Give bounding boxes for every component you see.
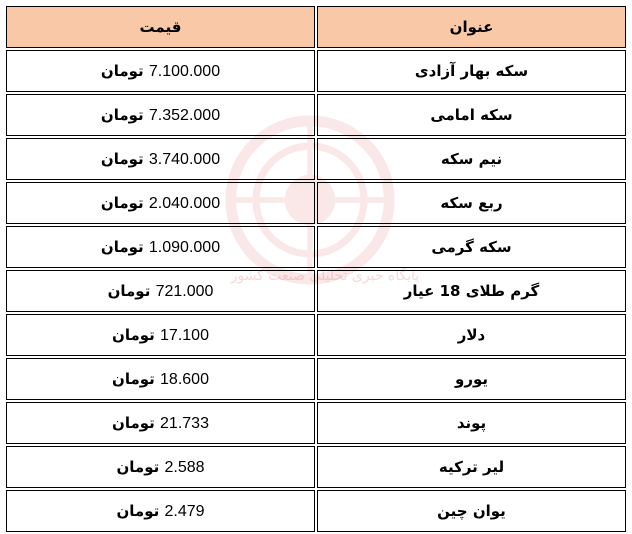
- price-value: 1.090.000: [148, 238, 221, 256]
- table-row: [6, 94, 626, 136]
- table-row: [6, 446, 626, 488]
- item-price: [6, 490, 315, 532]
- table-body: [6, 50, 626, 532]
- price-value: 21.733: [160, 414, 209, 432]
- table-row: [6, 226, 626, 268]
- price-value: 2.040.000: [148, 194, 221, 212]
- price-value: 7.352.000: [148, 106, 221, 124]
- item-title: پوند: [317, 402, 626, 444]
- item-price: [6, 50, 315, 92]
- table-row: [6, 138, 626, 180]
- table-row: [6, 270, 626, 312]
- header-price: قیمت: [6, 6, 315, 48]
- item-price: [6, 182, 315, 224]
- price-unit: تومان: [100, 193, 144, 212]
- price-value: 7.100.000: [148, 62, 221, 80]
- item-title: لیر ترکیه: [317, 446, 626, 488]
- table-row: [6, 402, 626, 444]
- item-price: [6, 314, 315, 356]
- table-row: [6, 490, 626, 532]
- watermark-text: پایگاه خبری تحلیلی صنعت کشور: [230, 268, 420, 284]
- price-value: 2.588: [164, 458, 205, 476]
- table-row: [6, 50, 626, 92]
- item-price: [6, 94, 315, 136]
- price-unit: تومان: [100, 237, 144, 256]
- price-value: 3.740.000: [148, 150, 221, 168]
- item-title: سکه گرمی: [317, 226, 626, 268]
- price-unit: تومان: [107, 281, 151, 300]
- table-header-row: [6, 6, 626, 48]
- price-unit: تومان: [112, 413, 155, 432]
- item-title: سکه بهار آزادی: [317, 50, 626, 92]
- item-price: [6, 402, 315, 444]
- price-unit: تومان: [116, 457, 160, 476]
- price-value: 17.100: [160, 326, 209, 344]
- item-title: یوان چین: [317, 490, 626, 532]
- price-table: [4, 4, 628, 534]
- price-value: 721.000: [155, 282, 214, 300]
- item-price: [6, 270, 315, 312]
- item-title: سکه امامی: [317, 94, 626, 136]
- price-value: 18.600: [160, 370, 209, 388]
- item-price: [6, 138, 315, 180]
- item-title: دلار: [317, 314, 626, 356]
- item-title: ربع سکه: [317, 182, 626, 224]
- item-price: [6, 358, 315, 400]
- item-price: [6, 446, 315, 488]
- price-unit: تومان: [116, 501, 160, 520]
- table-row: [6, 182, 626, 224]
- price-unit: تومان: [112, 369, 155, 388]
- item-title: گرم طلای 18 عیار: [317, 270, 626, 312]
- price-unit: تومان: [100, 61, 144, 80]
- item-title: یورو: [317, 358, 626, 400]
- price-unit: تومان: [100, 105, 144, 124]
- price-unit: تومان: [100, 149, 144, 168]
- table-row: [6, 314, 626, 356]
- table-row: [6, 358, 626, 400]
- price-value: 2.479: [164, 502, 205, 520]
- item-price: [6, 226, 315, 268]
- price-unit: تومان: [112, 325, 155, 344]
- header-title: عنوان: [317, 6, 626, 48]
- item-title: نیم سکه: [317, 138, 626, 180]
